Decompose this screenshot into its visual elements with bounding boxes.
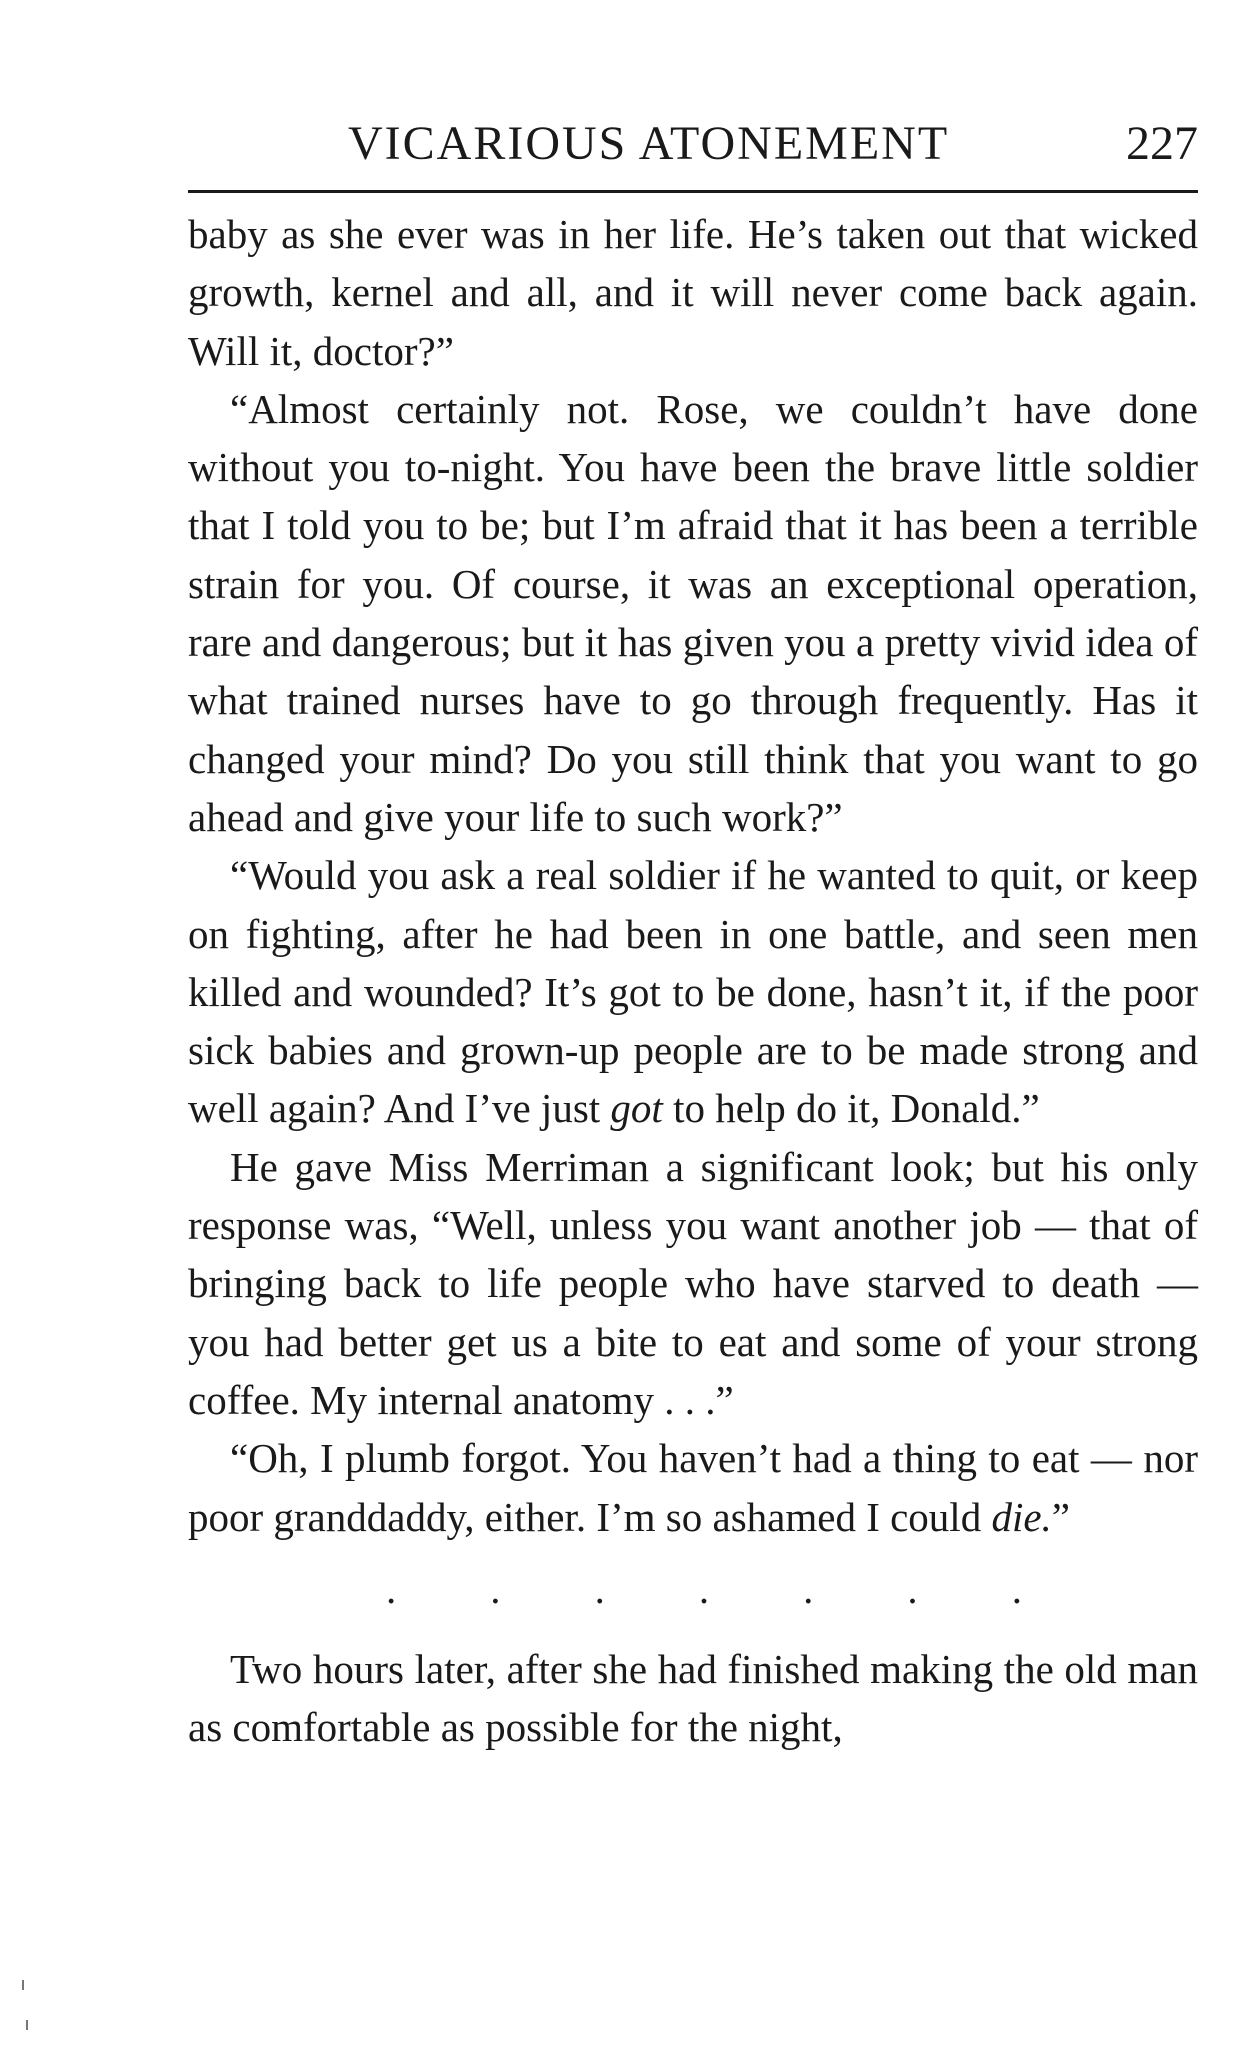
section-break-dot: .	[907, 1565, 918, 1612]
section-break	[386, 1560, 1022, 1618]
section-break-dot: .	[386, 1565, 397, 1612]
section-break-dot: .	[1011, 1565, 1022, 1612]
paragraph: baby as she ever was in her life. He’s taken out that wicked growth, kernel and all, and it will never come back again. Will it, doctor?”	[188, 211, 1198, 374]
scan-speck	[26, 2020, 28, 2030]
running-title: VICARIOUS ATONEMENT	[348, 117, 950, 170]
section-break-dot: .	[698, 1565, 710, 1612]
running-header	[188, 110, 1198, 193]
page-number: 227	[1126, 117, 1198, 170]
paragraph: He gave Miss Merriman a significant look; but his only response was, “Well, unless you want another job — that of bringing back to life people who have starved to death — you had better get us a bite to eat and some of your strong coffee. My internal anatomy . . .”	[188, 1143, 1198, 1423]
scan-speck	[22, 1980, 24, 1990]
paragraph-text: ”	[1051, 1493, 1070, 1540]
paragraph-text: to help do it, Donald.”	[662, 1085, 1040, 1132]
paragraph: Two hours later, after she had finished making the old man as comfortable as possible for the night,	[188, 1645, 1198, 1751]
section-break-dot: .	[594, 1565, 605, 1612]
book-page	[188, 110, 1198, 1756]
paragraph: “Almost certainly not. Rose, we couldn’t have done without you to-night. You have been the brave little soldier that I told you to be; but I’m afraid that it has been a terrible strain for you. Of course, it was an exceptional operation, rare and dangerous; but it has given you a pretty vivid idea of what trained nurses have to go through frequently. Has it changed your mind? Do you still think that you want to go ahead and give your life to such work?”	[188, 385, 1198, 840]
paragraph	[188, 1429, 1198, 1546]
paragraph	[188, 846, 1198, 1137]
section-break-dot: .	[803, 1565, 814, 1612]
body-text	[188, 205, 1198, 1756]
emphasis: got	[610, 1085, 663, 1132]
section-break-dot: .	[490, 1565, 501, 1612]
paragraph-text: “Would you ask a real soldier if he wanted to quit, or keep on fighting, after he had been in one battle, and seen men killed and wounded? It’s got to be done, hasn’t it, if the poor sick babies and grown-up people are to be made strong and well again? And I’ve just	[188, 852, 1198, 1132]
paragraph-text: “Oh, I plumb forgot. You haven’t had a thing to eat — nor poor granddaddy, either. I’m so ashamed I could	[188, 1435, 1198, 1540]
emphasis: die.	[991, 1493, 1052, 1540]
